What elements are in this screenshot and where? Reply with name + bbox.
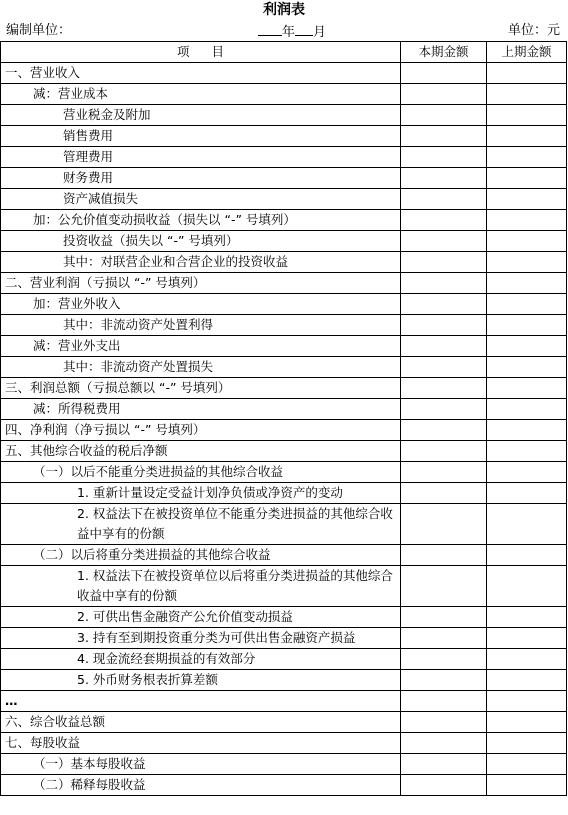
table-row bbox=[1, 315, 567, 336]
row-label: 其中：对联营企业和合营企业的投资收益 bbox=[1, 252, 401, 273]
current-amount-cell[interactable] bbox=[401, 733, 487, 754]
current-amount-cell[interactable] bbox=[401, 273, 487, 294]
previous-amount-cell[interactable] bbox=[487, 607, 567, 628]
current-amount-cell[interactable] bbox=[401, 126, 487, 147]
previous-amount-cell[interactable] bbox=[487, 231, 567, 252]
table-row bbox=[1, 231, 567, 252]
year-blank[interactable] bbox=[258, 21, 282, 36]
current-amount-cell[interactable] bbox=[401, 441, 487, 462]
previous-amount-cell[interactable] bbox=[487, 63, 567, 84]
current-amount-cell[interactable] bbox=[401, 315, 487, 336]
row-label: 2. 可供出售金融资产公允价值变动损益 bbox=[1, 607, 401, 628]
current-amount-cell[interactable] bbox=[401, 628, 487, 649]
current-amount-cell[interactable] bbox=[401, 566, 487, 607]
current-amount-cell[interactable] bbox=[401, 105, 487, 126]
previous-amount-cell[interactable] bbox=[487, 273, 567, 294]
previous-amount-cell[interactable] bbox=[487, 357, 567, 378]
table-row bbox=[1, 775, 567, 796]
previous-amount-cell[interactable] bbox=[487, 105, 567, 126]
current-amount-cell[interactable] bbox=[401, 691, 487, 712]
row-label: … bbox=[1, 691, 401, 712]
previous-amount-cell[interactable] bbox=[487, 733, 567, 754]
current-amount-cell[interactable] bbox=[401, 775, 487, 796]
current-amount-cell[interactable] bbox=[401, 84, 487, 105]
current-amount-cell[interactable] bbox=[401, 504, 487, 545]
table-row bbox=[1, 566, 567, 607]
table-row bbox=[1, 483, 567, 504]
table-row bbox=[1, 441, 567, 462]
previous-amount-cell[interactable] bbox=[487, 483, 567, 504]
table-row bbox=[1, 273, 567, 294]
table-row bbox=[1, 126, 567, 147]
row-label: 2. 权益法下在被投资单位不能重分类进损益的其他综合收益中享有的份额 bbox=[1, 504, 401, 545]
table-row bbox=[1, 378, 567, 399]
previous-amount-cell[interactable] bbox=[487, 649, 567, 670]
previous-amount-cell[interactable] bbox=[487, 545, 567, 566]
table-row bbox=[1, 189, 567, 210]
previous-amount-cell[interactable] bbox=[487, 441, 567, 462]
month-label: 月 bbox=[313, 25, 327, 40]
previous-amount-cell[interactable] bbox=[487, 168, 567, 189]
previous-amount-cell[interactable] bbox=[487, 691, 567, 712]
table-row bbox=[1, 147, 567, 168]
row-label: 4. 现金流经套期损益的有效部分 bbox=[1, 649, 401, 670]
table-row bbox=[1, 63, 567, 84]
current-amount-cell[interactable] bbox=[401, 712, 487, 733]
statement-title: 利润表 bbox=[263, 2, 305, 18]
previous-amount-cell[interactable] bbox=[487, 84, 567, 105]
previous-amount-cell[interactable] bbox=[487, 566, 567, 607]
previous-amount-cell[interactable] bbox=[487, 189, 567, 210]
table-row bbox=[1, 545, 567, 566]
row-label: 加：公允价值变动损收益（损失以 “-” 号填列） bbox=[1, 210, 401, 231]
current-amount-cell[interactable] bbox=[401, 147, 487, 168]
current-amount-cell[interactable] bbox=[401, 357, 487, 378]
row-label: 二、营业利润（亏损以 “-” 号填列） bbox=[1, 273, 401, 294]
row-label: 3. 持有至到期投资重分类为可供出售金融资产损益 bbox=[1, 628, 401, 649]
table-row bbox=[1, 462, 567, 483]
current-amount-cell[interactable] bbox=[401, 607, 487, 628]
previous-amount-cell[interactable] bbox=[487, 775, 567, 796]
previous-amount-cell[interactable] bbox=[487, 252, 567, 273]
row-label: 其中：非流动资产处置利得 bbox=[1, 315, 401, 336]
row-label: （二）稀释每股收益 bbox=[1, 775, 401, 796]
current-amount-cell[interactable] bbox=[401, 189, 487, 210]
row-label: 减：营业成本 bbox=[1, 84, 401, 105]
table-row bbox=[1, 105, 567, 126]
row-label: 三、利润总额（亏损总额以 “-” 号填列） bbox=[1, 378, 401, 399]
current-amount-cell[interactable] bbox=[401, 336, 487, 357]
table-row bbox=[1, 649, 567, 670]
table-row bbox=[1, 670, 567, 691]
previous-amount-cell[interactable] bbox=[487, 378, 567, 399]
current-amount-cell[interactable] bbox=[401, 483, 487, 504]
current-amount-cell[interactable] bbox=[401, 649, 487, 670]
row-label: 资产减值损失 bbox=[1, 189, 401, 210]
year-label: 年 bbox=[282, 25, 296, 40]
row-label: 六、综合收益总额 bbox=[1, 712, 401, 733]
current-amount-cell[interactable] bbox=[401, 545, 487, 566]
row-label: 其中：非流动资产处置损失 bbox=[1, 357, 401, 378]
previous-amount-cell[interactable] bbox=[487, 754, 567, 775]
row-label: 销售费用 bbox=[1, 126, 401, 147]
table-row bbox=[1, 607, 567, 628]
row-label: 营业税金及附加 bbox=[1, 105, 401, 126]
previous-amount-cell[interactable] bbox=[487, 420, 567, 441]
table-row bbox=[1, 357, 567, 378]
previous-amount-cell[interactable] bbox=[487, 210, 567, 231]
current-amount-cell[interactable] bbox=[401, 378, 487, 399]
row-label: 一、营业收入 bbox=[1, 63, 401, 84]
row-label: （一）基本每股收益 bbox=[1, 754, 401, 775]
previous-amount-cell[interactable] bbox=[487, 147, 567, 168]
table-row bbox=[1, 84, 567, 105]
previous-amount-cell[interactable] bbox=[487, 462, 567, 483]
currency-unit-label: 单位：元 bbox=[507, 23, 560, 38]
previous-amount-cell[interactable] bbox=[487, 315, 567, 336]
org-label: 编制单位： bbox=[6, 23, 72, 38]
table-row bbox=[1, 754, 567, 775]
table-row bbox=[1, 252, 567, 273]
current-amount-cell[interactable] bbox=[401, 420, 487, 441]
table-row bbox=[1, 336, 567, 357]
table-row bbox=[1, 504, 567, 545]
table-row bbox=[1, 420, 567, 441]
row-label: 管理费用 bbox=[1, 147, 401, 168]
month-blank[interactable] bbox=[295, 21, 313, 36]
current-amount-cell[interactable] bbox=[401, 210, 487, 231]
previous-amount-cell[interactable] bbox=[487, 670, 567, 691]
table-row bbox=[1, 399, 567, 420]
income-statement-table bbox=[0, 41, 567, 796]
current-amount-cell[interactable] bbox=[401, 399, 487, 420]
previous-amount-cell[interactable] bbox=[487, 336, 567, 357]
table-body bbox=[1, 63, 567, 796]
current-amount-cell[interactable] bbox=[401, 754, 487, 775]
previous-amount-cell[interactable] bbox=[487, 712, 567, 733]
previous-amount-cell[interactable] bbox=[487, 399, 567, 420]
table-row bbox=[1, 628, 567, 649]
row-label: 1. 权益法下在被投资单位以后将重分类进损益的其他综合收益中享有的份额 bbox=[1, 566, 401, 607]
period-field bbox=[258, 21, 326, 43]
table-row bbox=[1, 691, 567, 712]
row-label: 减：营业外支出 bbox=[1, 336, 401, 357]
current-amount-cell[interactable] bbox=[401, 63, 487, 84]
row-label: 五、其他综合收益的税后净额 bbox=[1, 441, 401, 462]
table-row bbox=[1, 294, 567, 315]
previous-amount-cell[interactable] bbox=[487, 126, 567, 147]
row-label: 减：所得税费用 bbox=[1, 399, 401, 420]
current-amount-cell[interactable] bbox=[401, 252, 487, 273]
row-label: （一）以后不能重分类进损益的其他综合收益 bbox=[1, 462, 401, 483]
previous-amount-cell[interactable] bbox=[487, 294, 567, 315]
row-label: 四、净利润（净亏损以 “-” 号填列） bbox=[1, 420, 401, 441]
table-row bbox=[1, 210, 567, 231]
current-amount-cell[interactable] bbox=[401, 670, 487, 691]
row-label: （二）以后将重分类进损益的其他综合收益 bbox=[1, 545, 401, 566]
table-row bbox=[1, 168, 567, 189]
column-header-item: 项 目 bbox=[1, 42, 401, 63]
column-header-current: 本期金额 bbox=[401, 42, 487, 63]
current-amount-cell[interactable] bbox=[401, 294, 487, 315]
current-amount-cell[interactable] bbox=[401, 168, 487, 189]
table-row bbox=[1, 733, 567, 754]
row-label: 七、每股收益 bbox=[1, 733, 401, 754]
table-header-row bbox=[1, 42, 567, 63]
previous-amount-cell[interactable] bbox=[487, 628, 567, 649]
statement-header bbox=[0, 21, 568, 41]
row-label: 5. 外币财务根表折算差额 bbox=[1, 670, 401, 691]
current-amount-cell[interactable] bbox=[401, 462, 487, 483]
table-row bbox=[1, 712, 567, 733]
row-label: 1. 重新计量设定受益计划净负债或净资产的变动 bbox=[1, 483, 401, 504]
row-label: 财务费用 bbox=[1, 168, 401, 189]
previous-amount-cell[interactable] bbox=[487, 504, 567, 545]
row-label: 加：营业外收入 bbox=[1, 294, 401, 315]
current-amount-cell[interactable] bbox=[401, 231, 487, 252]
row-label: 投资收益（损失以 “-” 号填列） bbox=[1, 231, 401, 252]
column-header-previous: 上期金额 bbox=[487, 42, 567, 63]
